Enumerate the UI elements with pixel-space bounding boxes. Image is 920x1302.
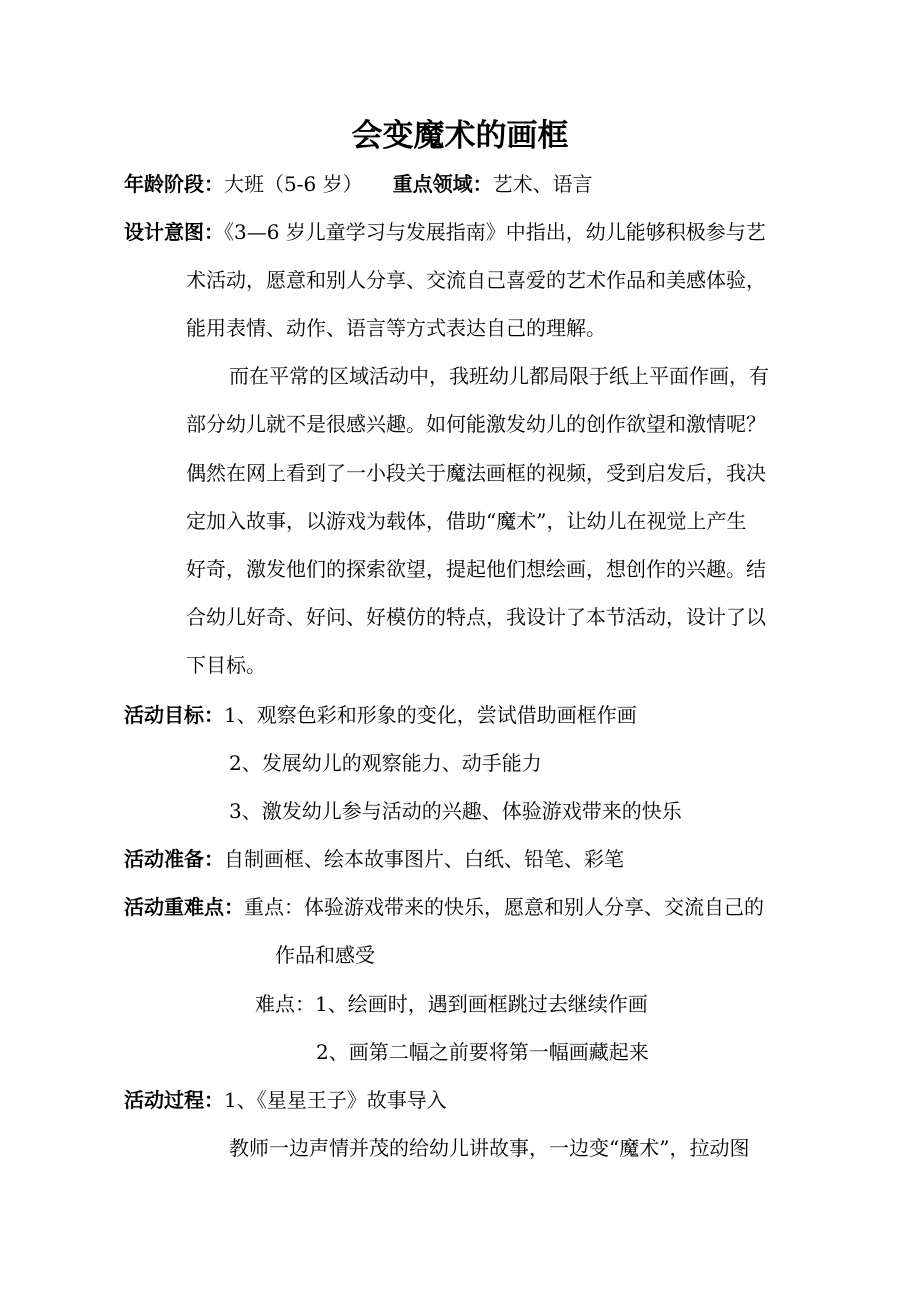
age-label: 年龄阶段： [124,172,224,196]
goal-item-1: 1、观察色彩和形象的变化，尝试借助画框作画 [224,703,637,727]
meta-line [124,170,593,198]
process-step-1: 1、《星星王子》故事导入 [224,1088,447,1112]
design-line-6: 偶然在网上看到了一小段关于魔法画框的视频，受到启发后，我决 [186,461,766,485]
design-text: 《3—6 岁儿童学习与发展指南》中指出，幼儿能够积极参与艺 [224,220,766,244]
design-line-1 [124,218,766,246]
design-line-4: 而在平常的区域活动中，我班幼儿都局限于纸上平面作画，有 [229,364,769,388]
process-line-1 [124,1086,447,1114]
design-line-5: 部分幼儿就不是很感兴趣。如何能激发幼儿的创作欲望和激情呢？ [186,412,766,436]
goal-item-2: 2、发展幼儿的观察能力、动手能力 [229,751,542,775]
process-paragraph: 教师一边声情并茂的给幼儿讲故事，一边变“魔术”，拉动图 [229,1136,750,1160]
age-value: 大班（5-6 岁） [224,172,363,196]
design-label: 设计意图： [124,220,224,244]
area-label: 重点领域： [392,172,493,196]
design-line-9: 合幼儿好奇、好问、好模仿的特点，我设计了本节活动，设计了以 [186,605,766,629]
process-label: 活动过程： [124,1088,224,1112]
key-focus: 重点：体验游戏带来的快乐，愿意和别人分享、交流自己的 [244,895,764,919]
area-value: 艺术、语言 [492,172,593,196]
key-line-2: 作品和感受 [275,943,375,967]
goal-item-3: 3、激发幼儿参与活动的兴趣、体验游戏带来的快乐 [229,799,682,823]
design-line-7: 定加入故事，以游戏为载体，借助“魔术”，让幼儿在视觉上产生 [186,509,747,533]
design-line-3: 能用表情、动作、语言等方式表达自己的理解。 [186,316,606,340]
prep-label: 活动准备： [124,847,224,871]
goals-line-1 [124,701,637,729]
key-line-4: 2、画第二幅之前要将第一幅画藏起来 [316,1040,649,1064]
design-line-2: 术活动，愿意和别人分享、交流自己喜爱的艺术作品和美感体验， [186,268,766,292]
document-title: 会变魔术的画框 [351,118,569,154]
key-line-1 [124,893,764,921]
prep-line [124,845,624,873]
goals-label: 活动目标： [124,703,224,727]
key-label: 活动重难点： [124,895,244,919]
design-line-8: 好奇，激发他们的探索欲望，提起他们想绘画，想创作的兴趣。结 [186,557,766,581]
design-line-10: 下目标。 [186,653,266,677]
key-line-3: 难点：1、绘画时，遇到画框跳过去继续作画 [255,992,648,1016]
prep-value: 自制画框、绘本故事图片、白纸、铅笔、彩笔 [224,847,624,871]
